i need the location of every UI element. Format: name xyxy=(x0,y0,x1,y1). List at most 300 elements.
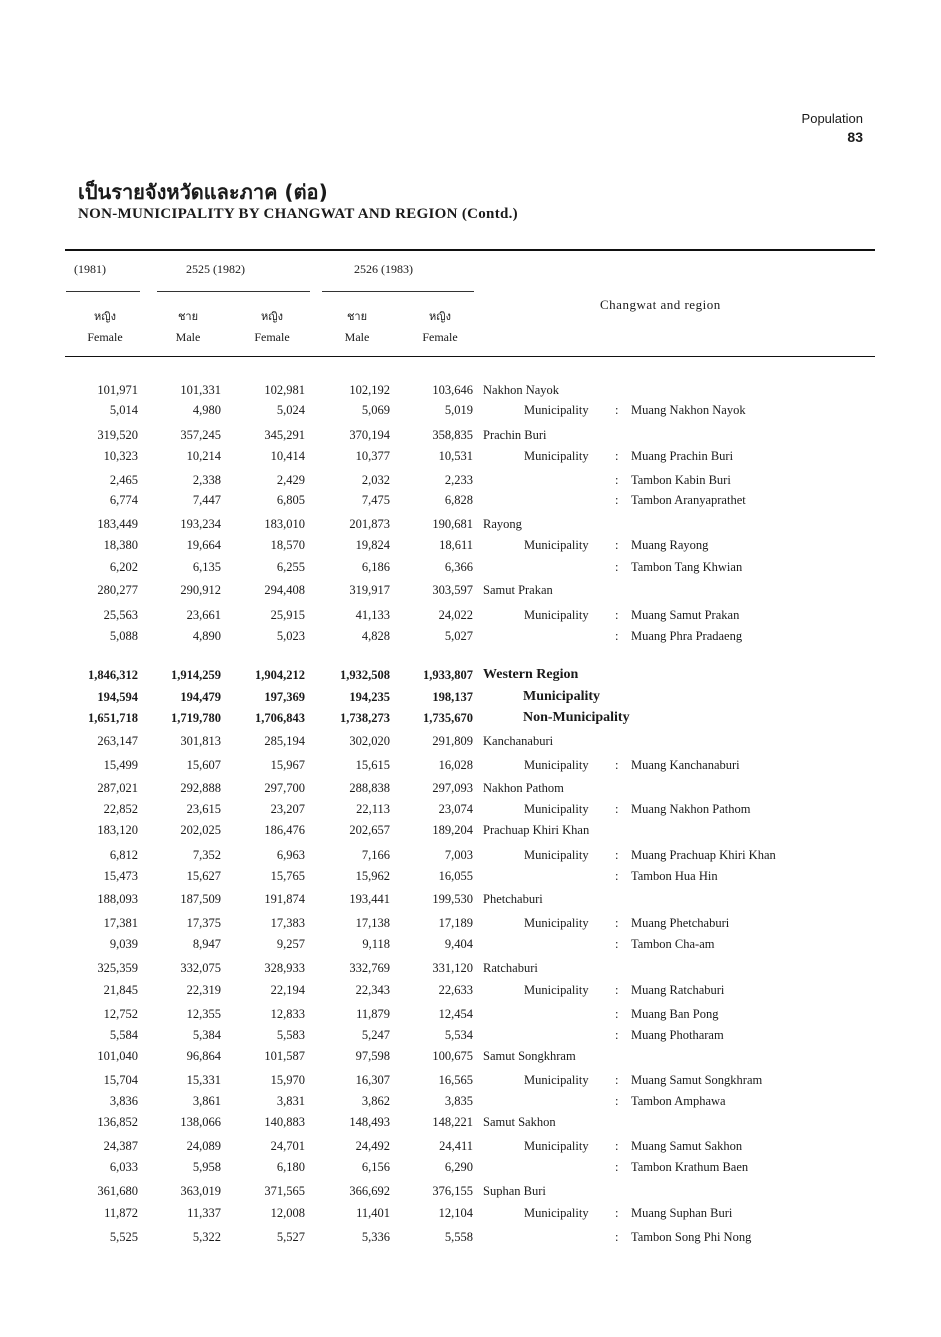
table-row xyxy=(0,490,941,510)
separator-colon: : xyxy=(615,473,619,487)
value-cell: 2,429 xyxy=(276,473,305,487)
table-row xyxy=(0,934,941,954)
value-cell: 24,089 xyxy=(186,1139,221,1153)
title-thai: เป็นรายจังหวัดและภาค (ต่อ) xyxy=(78,180,328,204)
separator-colon: : xyxy=(615,1007,619,1021)
value-cell: 16,055 xyxy=(438,869,473,883)
changwat-name: Ratchaburi xyxy=(483,961,538,975)
value-cell: 263,147 xyxy=(97,734,138,748)
municipality-label: Municipality xyxy=(524,403,589,417)
value-cell: 357,245 xyxy=(180,428,221,442)
place-name: Muang Samut Prakan xyxy=(631,608,740,622)
table-row xyxy=(0,889,941,909)
value-cell: 9,118 xyxy=(362,937,390,951)
municipality-label: Municipality xyxy=(524,758,589,772)
value-cell: 287,021 xyxy=(97,781,138,795)
value-cell: 199,530 xyxy=(432,892,473,906)
section-label: Population xyxy=(801,111,863,126)
value-cell: 25,563 xyxy=(103,608,138,622)
value-cell: 189,204 xyxy=(432,823,473,837)
value-cell: 288,838 xyxy=(349,781,390,795)
municipality-label: Municipality xyxy=(524,1206,589,1220)
separator-colon: : xyxy=(615,449,619,463)
separator-colon: : xyxy=(615,848,619,862)
value-cell: 6,033 xyxy=(109,1160,138,1174)
value-cell: 16,307 xyxy=(355,1073,390,1087)
value-cell: 201,873 xyxy=(349,517,390,531)
value-cell: 1,706,843 xyxy=(255,711,305,725)
separator-colon: : xyxy=(615,560,619,574)
municipality-label: Municipality xyxy=(524,1139,589,1153)
value-cell: 6,774 xyxy=(109,493,138,507)
value-cell: 3,831 xyxy=(276,1094,305,1108)
value-cell: 4,980 xyxy=(192,403,221,417)
value-cell: 15,962 xyxy=(355,869,390,883)
value-cell: 5,019 xyxy=(444,403,473,417)
place-name: Muang Phra Pradaeng xyxy=(631,629,743,643)
changwat-name: Samut Prakan xyxy=(483,583,553,597)
value-cell: 102,192 xyxy=(349,383,390,397)
value-cell: 2,465 xyxy=(109,473,138,487)
value-cell: 361,680 xyxy=(97,1184,138,1198)
table-row xyxy=(0,708,941,728)
value-cell: 198,137 xyxy=(432,690,473,704)
value-cell: 285,194 xyxy=(264,734,305,748)
value-cell: 5,527 xyxy=(276,1230,305,1244)
municipality-label: Municipality xyxy=(524,449,589,463)
value-cell: 10,323 xyxy=(103,449,138,463)
value-cell: 17,375 xyxy=(186,916,221,930)
separator-colon: : xyxy=(615,1073,619,1087)
table-row xyxy=(0,535,941,555)
value-cell: 332,075 xyxy=(180,961,221,975)
col-header-female-1981: หญิง Female xyxy=(87,310,123,344)
value-cell: 17,138 xyxy=(355,916,390,930)
value-cell: 290,912 xyxy=(180,583,221,597)
value-cell: 376,155 xyxy=(432,1184,473,1198)
value-cell: 5,384 xyxy=(192,1028,221,1042)
value-cell: 17,189 xyxy=(438,916,473,930)
place-name: Muang Prachin Buri xyxy=(631,449,734,463)
value-cell: 10,531 xyxy=(438,449,473,463)
value-cell: 12,355 xyxy=(186,1007,221,1021)
value-cell: 24,411 xyxy=(439,1139,473,1153)
value-cell: 15,627 xyxy=(186,869,221,883)
value-cell: 100,675 xyxy=(432,1049,473,1063)
value-cell: 3,862 xyxy=(361,1094,390,1108)
value-cell: 15,607 xyxy=(186,758,221,772)
municipality-label: Municipality xyxy=(524,608,589,622)
value-cell: 294,408 xyxy=(264,583,305,597)
value-cell: 23,615 xyxy=(186,802,221,816)
place-name: Tambon Hua Hin xyxy=(631,869,718,883)
col-header-changwat-region: Changwat and region xyxy=(600,297,721,312)
value-cell: 23,661 xyxy=(186,608,221,622)
table-row xyxy=(0,1227,941,1247)
value-cell: 9,404 xyxy=(444,937,473,951)
value-cell: 24,492 xyxy=(355,1139,390,1153)
value-cell: 5,958 xyxy=(192,1160,221,1174)
value-cell: 5,322 xyxy=(192,1230,221,1244)
changwat-name: Prachuap Khiri Khan xyxy=(483,823,590,837)
page-header xyxy=(802,110,863,146)
value-cell: 193,234 xyxy=(180,517,221,531)
value-cell: 3,835 xyxy=(444,1094,473,1108)
col-header-female-1982: หญิง Female xyxy=(254,310,290,344)
table-row xyxy=(0,514,941,534)
value-cell: 6,180 xyxy=(276,1160,305,1174)
value-cell: 370,194 xyxy=(349,428,390,442)
value-cell: 2,032 xyxy=(361,473,390,487)
title-english: NON-MUNICIPALITY BY CHANGWAT AND REGION (Contd.) xyxy=(78,206,518,222)
value-cell: 6,812 xyxy=(109,848,138,862)
value-cell: 7,352 xyxy=(192,848,221,862)
separator-colon: : xyxy=(615,629,619,643)
table-row xyxy=(0,1181,941,1201)
place-name: Muang Photharam xyxy=(631,1028,724,1042)
place-name: Muang Nakhon Nayok xyxy=(631,403,746,417)
year-1982-label: 2525 (1982) xyxy=(186,262,245,276)
table-row xyxy=(0,580,941,600)
value-cell: 6,135 xyxy=(192,560,221,574)
value-cell: 8,947 xyxy=(192,937,221,951)
value-cell: 17,381 xyxy=(103,916,138,930)
value-cell: 11,337 xyxy=(187,1206,221,1220)
value-cell: 194,235 xyxy=(349,690,390,704)
separator-colon: : xyxy=(615,608,619,622)
table-row xyxy=(0,400,941,420)
separator-colon: : xyxy=(615,869,619,883)
value-cell: 2,233 xyxy=(444,473,473,487)
value-cell: 10,214 xyxy=(186,449,221,463)
value-cell: 5,023 xyxy=(276,629,305,643)
value-cell: 197,369 xyxy=(264,690,305,704)
value-cell: 22,633 xyxy=(438,983,473,997)
value-cell: 96,864 xyxy=(186,1049,221,1063)
value-cell: 102,981 xyxy=(264,383,305,397)
separator-colon: : xyxy=(615,1206,619,1220)
value-cell: 12,752 xyxy=(103,1007,138,1021)
column-rule xyxy=(322,291,474,292)
value-cell: 11,872 xyxy=(104,1206,138,1220)
value-cell: 1,738,273 xyxy=(340,711,390,725)
value-cell: 7,447 xyxy=(192,493,221,507)
separator-colon: : xyxy=(615,802,619,816)
municipality-label: Municipality xyxy=(524,848,589,862)
separator-colon: : xyxy=(615,1230,619,1244)
value-cell: 24,701 xyxy=(270,1139,305,1153)
value-cell: 194,594 xyxy=(97,690,138,704)
value-cell: 325,359 xyxy=(97,961,138,975)
value-cell: 4,890 xyxy=(192,629,221,643)
value-cell: 319,917 xyxy=(349,583,390,597)
municipality-label: Municipality xyxy=(524,916,589,930)
value-cell: 280,277 xyxy=(97,583,138,597)
value-cell: 188,093 xyxy=(97,892,138,906)
table-row xyxy=(0,1203,941,1223)
municipality-label: Municipality xyxy=(524,983,589,997)
value-cell: 138,066 xyxy=(180,1115,221,1129)
table-row xyxy=(0,980,941,1000)
value-cell: 10,377 xyxy=(355,449,390,463)
value-cell: 302,020 xyxy=(349,734,390,748)
table-row xyxy=(0,1136,941,1156)
changwat-name: Prachin Buri xyxy=(483,428,547,442)
value-cell: 5,027 xyxy=(444,629,473,643)
value-cell: 24,022 xyxy=(438,608,473,622)
value-cell: 19,824 xyxy=(355,538,390,552)
value-cell: 1,933,807 xyxy=(423,668,473,682)
value-cell: 17,383 xyxy=(270,916,305,930)
table-row xyxy=(0,958,941,978)
value-cell: 18,570 xyxy=(270,538,305,552)
value-cell: 297,093 xyxy=(432,781,473,795)
value-cell: 6,963 xyxy=(276,848,305,862)
value-cell: 9,257 xyxy=(276,937,305,951)
value-cell: 187,509 xyxy=(180,892,221,906)
value-cell: 23,207 xyxy=(270,802,305,816)
place-name: Tambon Tang Khwian xyxy=(631,560,743,574)
place-name: Muang Suphan Buri xyxy=(631,1206,733,1220)
value-cell: 7,166 xyxy=(361,848,390,862)
value-cell: 183,449 xyxy=(97,517,138,531)
value-cell: 22,319 xyxy=(186,983,221,997)
value-cell: 5,583 xyxy=(276,1028,305,1042)
place-name: Muang Nakhon Pathom xyxy=(631,802,751,816)
place-name: Muang Prachuap Khiri Khan xyxy=(631,848,776,862)
top-rule xyxy=(65,249,875,251)
table-row xyxy=(0,605,941,625)
table-row xyxy=(0,820,941,840)
separator-colon: : xyxy=(615,1160,619,1174)
column-rule xyxy=(157,291,310,292)
region-name: Western Region xyxy=(483,667,579,682)
column-rule xyxy=(66,291,140,292)
table-row xyxy=(0,557,941,577)
table-row xyxy=(0,425,941,445)
changwat-name: Suphan Buri xyxy=(483,1184,546,1198)
place-name: Muang Rayong xyxy=(631,538,709,552)
table-row xyxy=(0,1046,941,1066)
value-cell: 202,657 xyxy=(349,823,390,837)
value-cell: 21,845 xyxy=(103,983,138,997)
value-cell: 101,331 xyxy=(180,383,221,397)
table-row xyxy=(0,665,941,685)
place-name: Tambon Amphawa xyxy=(631,1094,726,1108)
value-cell: 297,700 xyxy=(264,781,305,795)
value-cell: 194,479 xyxy=(180,690,221,704)
value-cell: 15,331 xyxy=(186,1073,221,1087)
value-cell: 22,343 xyxy=(355,983,390,997)
value-cell: 5,014 xyxy=(109,403,138,417)
value-cell: 5,534 xyxy=(444,1028,473,1042)
place-name: Tambon Aranyaprathet xyxy=(631,493,746,507)
table-row xyxy=(0,1070,941,1090)
value-cell: 1,914,259 xyxy=(171,668,221,682)
value-cell: 101,587 xyxy=(264,1049,305,1063)
value-cell: 41,133 xyxy=(355,608,390,622)
page-number: 83 xyxy=(847,129,863,145)
value-cell: 202,025 xyxy=(180,823,221,837)
place-name: Tambon Kabin Buri xyxy=(631,473,731,487)
table-row xyxy=(0,1025,941,1045)
value-cell: 6,186 xyxy=(361,560,390,574)
changwat-name: Phetchaburi xyxy=(483,892,543,906)
place-name: Muang Ban Pong xyxy=(631,1007,719,1021)
table-row xyxy=(0,755,941,775)
value-cell: 6,255 xyxy=(276,560,305,574)
table-row xyxy=(0,1112,941,1132)
value-cell: 332,769 xyxy=(349,961,390,975)
value-cell: 291,809 xyxy=(432,734,473,748)
table-row xyxy=(0,626,941,646)
value-cell: 6,156 xyxy=(361,1160,390,1174)
table-row xyxy=(0,380,941,400)
value-cell: 193,441 xyxy=(349,892,390,906)
value-cell: 9,039 xyxy=(109,937,138,951)
value-cell: 97,598 xyxy=(355,1049,390,1063)
value-cell: 3,861 xyxy=(192,1094,221,1108)
col-header-male-1982: ชาย Male xyxy=(175,310,201,344)
separator-colon: : xyxy=(615,983,619,997)
value-cell: 6,290 xyxy=(444,1160,473,1174)
value-cell: 140,883 xyxy=(264,1115,305,1129)
separator-colon: : xyxy=(615,1139,619,1153)
value-cell: 345,291 xyxy=(264,428,305,442)
changwat-name: Samut Sakhon xyxy=(483,1115,556,1129)
value-cell: 358,835 xyxy=(432,428,473,442)
value-cell: 16,028 xyxy=(438,758,473,772)
value-cell: 363,019 xyxy=(180,1184,221,1198)
value-cell: 10,414 xyxy=(270,449,305,463)
place-name: Muang Ratchaburi xyxy=(631,983,725,997)
year-1983-label: 2526 (1983) xyxy=(354,262,413,276)
table-row xyxy=(0,1004,941,1024)
value-cell: 23,074 xyxy=(438,802,473,816)
place-name: Tambon Song Phi Nong xyxy=(631,1230,752,1244)
value-cell: 11,401 xyxy=(356,1206,390,1220)
value-cell: 5,088 xyxy=(109,629,138,643)
value-cell: 5,247 xyxy=(361,1028,390,1042)
value-cell: 183,010 xyxy=(264,517,305,531)
value-cell: 292,888 xyxy=(180,781,221,795)
table-row xyxy=(0,866,941,886)
value-cell: 6,828 xyxy=(444,493,473,507)
value-cell: 18,611 xyxy=(439,538,473,552)
value-cell: 24,387 xyxy=(103,1139,138,1153)
value-cell: 15,970 xyxy=(270,1073,305,1087)
value-cell: 22,113 xyxy=(356,802,390,816)
table-row xyxy=(0,731,941,751)
table-row xyxy=(0,1091,941,1111)
value-cell: 6,202 xyxy=(109,560,138,574)
value-cell: 303,597 xyxy=(432,583,473,597)
changwat-name: Kanchanaburi xyxy=(483,734,554,748)
value-cell: 319,520 xyxy=(97,428,138,442)
value-cell: 331,120 xyxy=(432,961,473,975)
value-cell: 3,836 xyxy=(109,1094,138,1108)
table-row xyxy=(0,913,941,933)
value-cell: 15,967 xyxy=(270,758,305,772)
table-row xyxy=(0,470,941,490)
value-cell: 5,024 xyxy=(276,403,305,417)
value-cell: 1,904,212 xyxy=(255,668,305,682)
place-name: Muang Samut Songkhram xyxy=(631,1073,763,1087)
value-cell: 12,833 xyxy=(270,1007,305,1021)
value-cell: 12,454 xyxy=(438,1007,473,1021)
year-1981-label: (1981) xyxy=(74,262,106,276)
group-label: Municipality xyxy=(523,689,601,704)
municipality-label: Municipality xyxy=(524,1073,589,1087)
value-cell: 12,104 xyxy=(438,1206,473,1220)
separator-colon: : xyxy=(615,493,619,507)
place-name: Muang Samut Sakhon xyxy=(631,1139,743,1153)
value-cell: 5,069 xyxy=(361,403,390,417)
value-cell: 366,692 xyxy=(349,1184,390,1198)
value-cell: 18,380 xyxy=(103,538,138,552)
value-cell: 2,338 xyxy=(192,473,221,487)
changwat-name: Samut Songkhram xyxy=(483,1049,576,1063)
value-cell: 6,805 xyxy=(276,493,305,507)
changwat-name: Nakhon Nayok xyxy=(483,383,560,397)
value-cell: 15,765 xyxy=(270,869,305,883)
value-cell: 11,879 xyxy=(356,1007,390,1021)
value-cell: 1,651,718 xyxy=(88,711,138,725)
separator-colon: : xyxy=(615,403,619,417)
changwat-name: Nakhon Pathom xyxy=(483,781,564,795)
value-cell: 5,525 xyxy=(109,1230,138,1244)
separator-colon: : xyxy=(615,916,619,930)
place-name: Tambon Krathum Baen xyxy=(631,1160,749,1174)
municipality-label: Municipality xyxy=(524,538,589,552)
value-cell: 148,221 xyxy=(432,1115,473,1129)
col-header-female-1983: หญิง Female xyxy=(422,310,458,344)
value-cell: 22,194 xyxy=(270,983,305,997)
separator-colon: : xyxy=(615,758,619,772)
table-row xyxy=(0,446,941,466)
value-cell: 328,933 xyxy=(264,961,305,975)
col-header-male-1983: ชาย Male xyxy=(344,310,370,344)
table-row xyxy=(0,1157,941,1177)
value-cell: 25,915 xyxy=(270,608,305,622)
place-name: Tambon Cha-am xyxy=(631,937,715,951)
value-cell: 15,473 xyxy=(103,869,138,883)
value-cell: 4,828 xyxy=(361,629,390,643)
group-label: Non-Municipality xyxy=(523,710,630,725)
place-name: Muang Phetchaburi xyxy=(631,916,730,930)
value-cell: 5,558 xyxy=(444,1230,473,1244)
value-cell: 12,008 xyxy=(270,1206,305,1220)
value-cell: 186,476 xyxy=(264,823,305,837)
value-cell: 15,615 xyxy=(355,758,390,772)
value-cell: 5,584 xyxy=(109,1028,138,1042)
value-cell: 191,874 xyxy=(264,892,305,906)
value-cell: 1,932,508 xyxy=(340,668,390,682)
separator-colon: : xyxy=(615,937,619,951)
separator-colon: : xyxy=(615,1094,619,1108)
value-cell: 1,719,780 xyxy=(171,711,221,725)
value-cell: 183,120 xyxy=(97,823,138,837)
value-cell: 190,681 xyxy=(432,517,473,531)
value-cell: 136,852 xyxy=(97,1115,138,1129)
value-cell: 101,040 xyxy=(97,1049,138,1063)
table-row xyxy=(0,778,941,798)
separator-colon: : xyxy=(615,538,619,552)
table-row xyxy=(0,799,941,819)
value-cell: 101,971 xyxy=(97,383,138,397)
value-cell: 103,646 xyxy=(432,383,473,397)
value-cell: 301,813 xyxy=(180,734,221,748)
